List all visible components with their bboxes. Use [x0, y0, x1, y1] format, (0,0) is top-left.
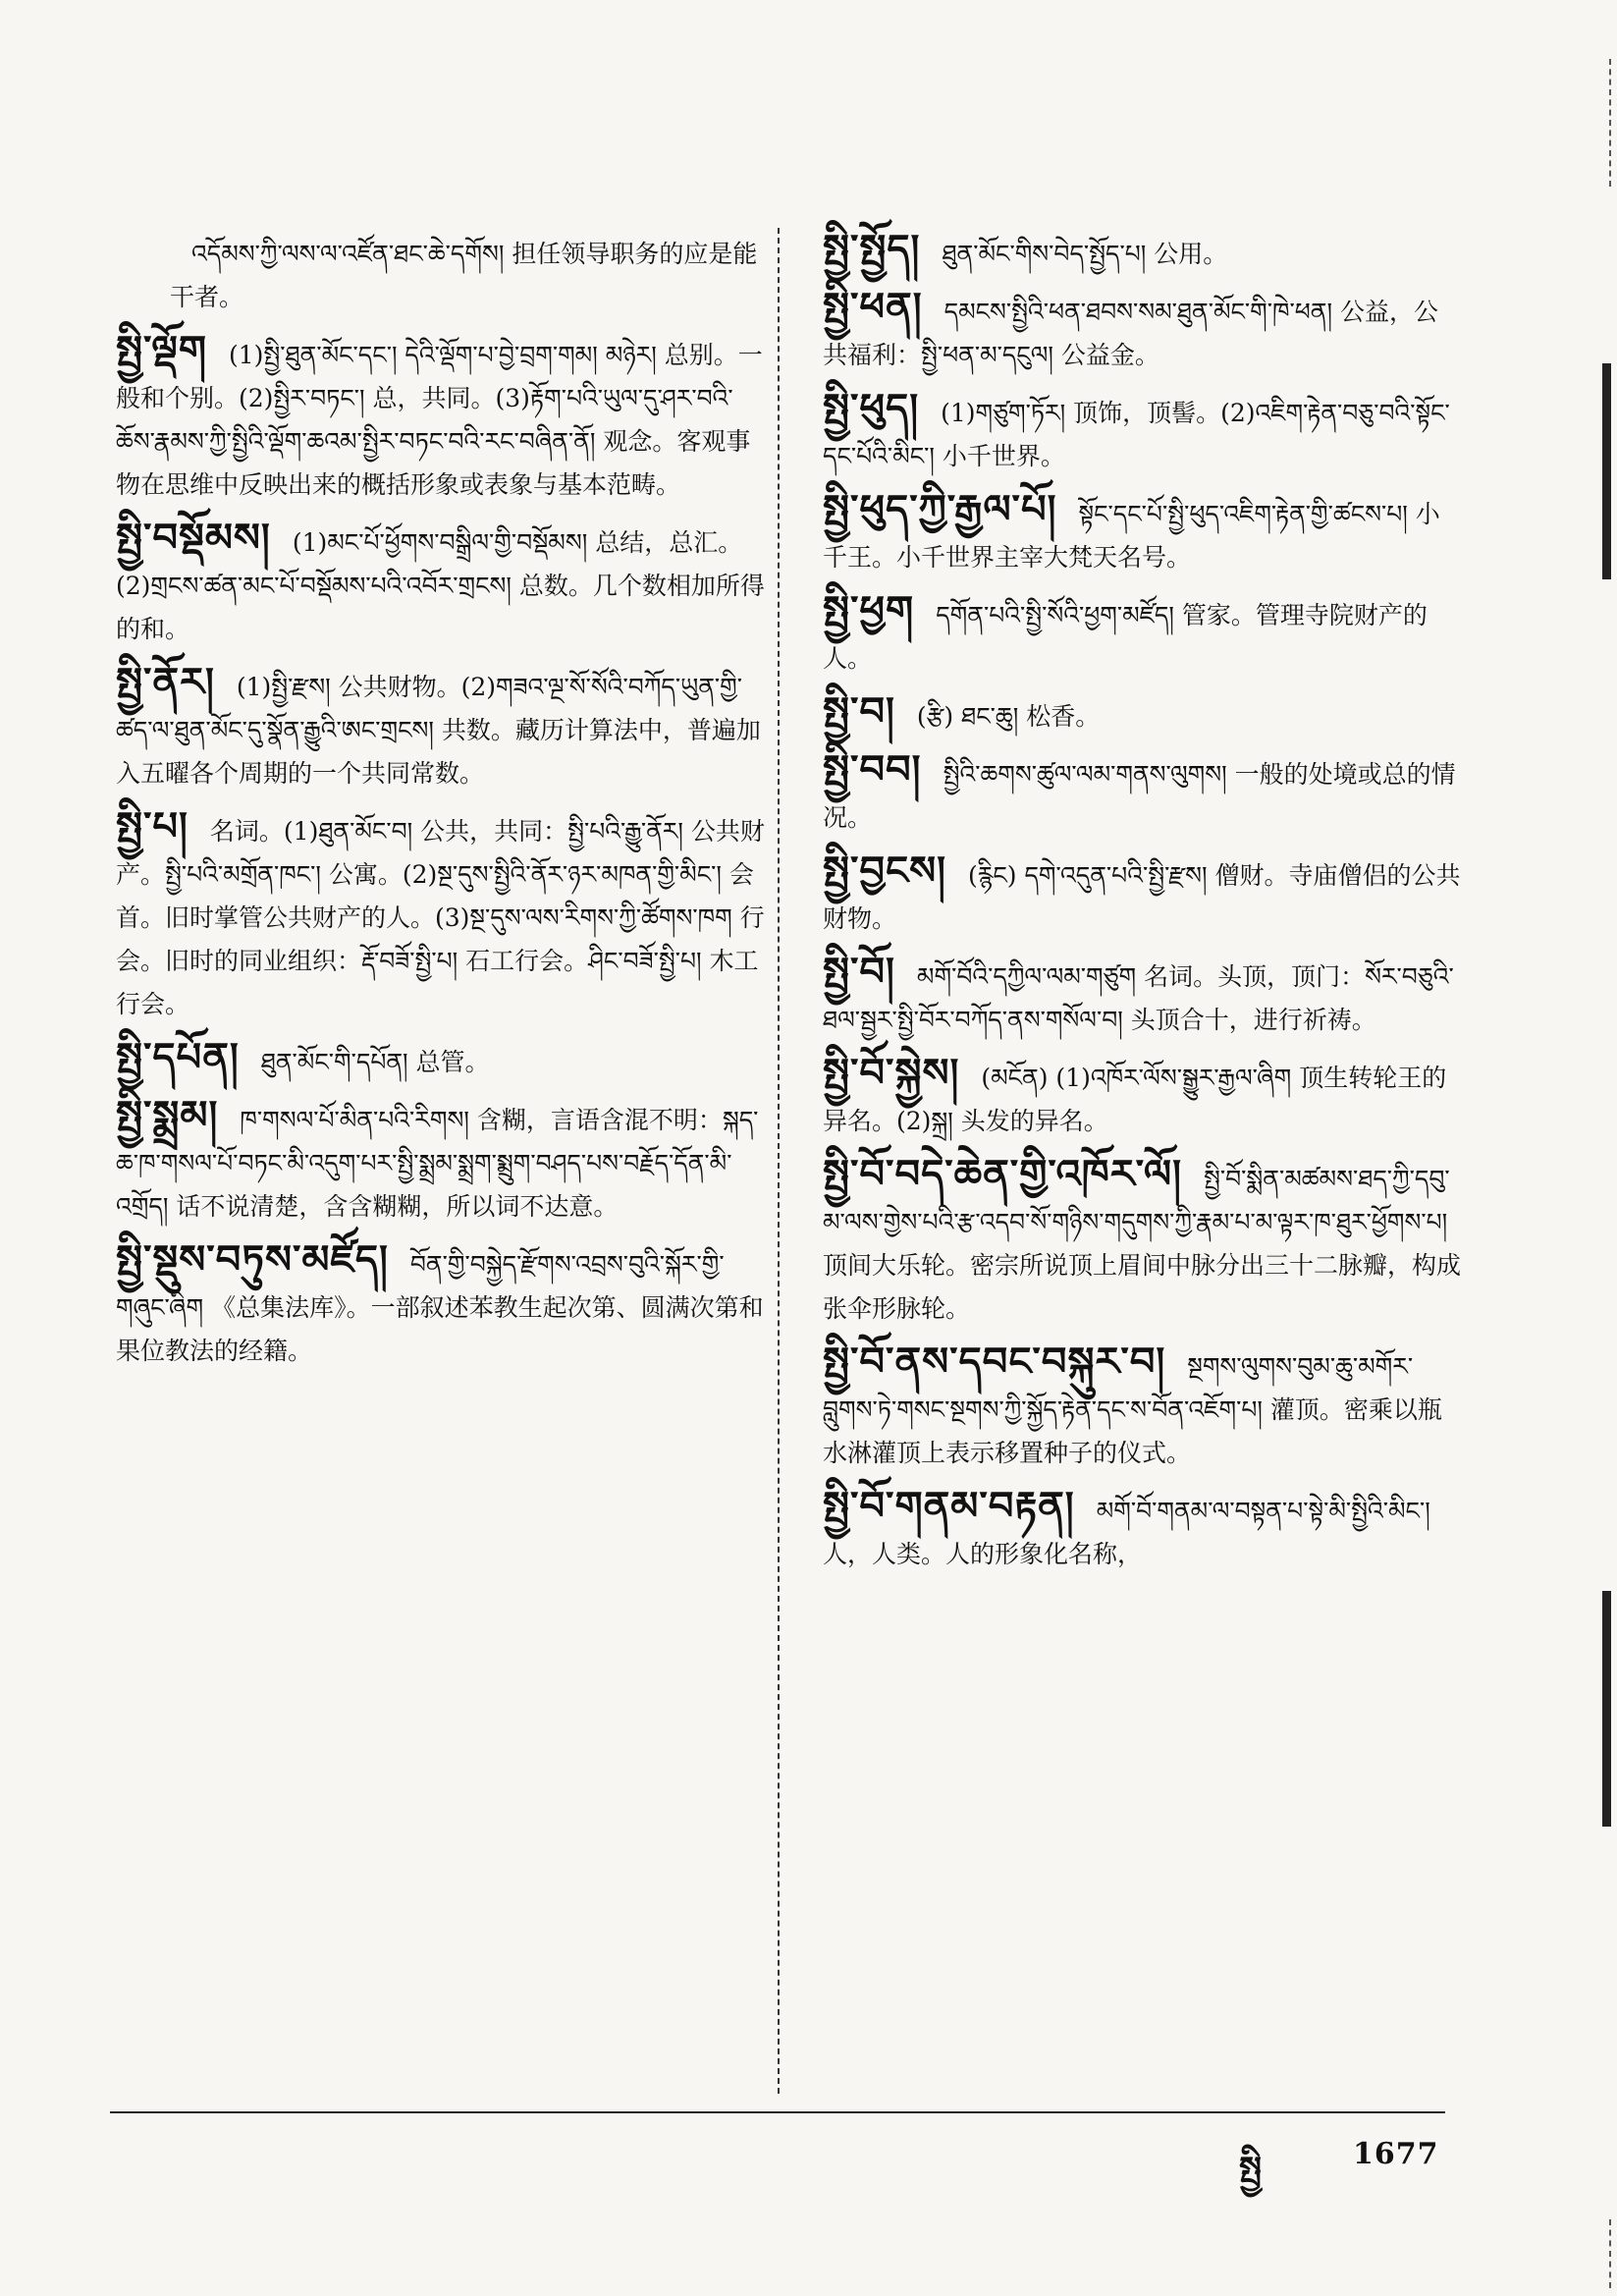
- dictionary-entry: [116, 517, 769, 651]
- dictionary-entry: [823, 849, 1461, 941]
- dictionary-entry: [823, 589, 1461, 681]
- entry-headword: སྤྱི་དཔོན།: [116, 1035, 240, 1080]
- dictionary-entry: [116, 1036, 769, 1084]
- entry-definition: སྤྱི་བོ་སྨིན་མཚམས་ཐད་ཀྱི་དབུ་མ་ལས་གྱེས་པའི་རྩ་འདབ་སོ་གཉིས་གདུགས་ཀྱི་རྣམ་པ་མ་ལྟར་ཁ་ཐུར་ཕྱོགས་པ། 顶间大乐轮。密宗所说顶上眉间中脉分出三十二脉瓣，构成张伞形脉轮。: [823, 1165, 1462, 1323]
- entry-definition: སྟོང་དང་པོ་སྤྱི་ཕུད་འཇིག་རྟེན་གྱི་ཚངས་པ། 小千王。小千世界主宰大梵天名号。: [823, 500, 1440, 572]
- entry-definition: དགོན་པའི་སྤྱི་སོའི་ཕྱག་མཛོད། 管家。管理寺院财产的人。: [823, 601, 1428, 673]
- entry-headword: སྤྱི་ཕུད་ཀྱི་རྒྱལ་པོ།: [823, 487, 1057, 532]
- entry-definition: (རྙིང) དགེ་འདུན་པའི་སྤྱི་རྫས། 僧财。寺庙僧侣的公共财物。: [823, 861, 1461, 933]
- scan-edge-mark: [1592, 1591, 1611, 1827]
- entry-definition: (1)སྤྱི་ཐུན་མོང་དང་། དེའི་ལྡོག་པ་བྱེ་བྲག་གམ། མཉེར། 总别。一般和个别。(2)སྤྱིར་བཏང་། 总，共同。(3)རྟོག་པའི་ཡུལ་དུ་ཤར་བའི་ཆོས་རྣམས་ཀྱི་སྤྱིའི་ལྡོག་ཆའམ་སྤྱིར་བཏང་བའི་རང་བཞིན་ནོ། 观念。客观事物在思维中反映出来的概括形象或表象与基本范畴。: [116, 341, 763, 499]
- entry-headword: སྤྱི་བསྡོམས།: [116, 516, 271, 561]
- entry-definition: 名词。(1)ཐུན་མོང་བ། 公共，共同：སྤྱི་པའི་རྒྱུ་ནོར། 公共财产。སྤྱི་པའི་མགྲོན་ཁང་། 公寓。(2)སྔ་དུས་སྤྱིའི་ནོར་ཉར་མཁན་གྱི་མིང་། 会首。旧时掌管公共财产的人。(3)སྔ་དུས་ལས་རིགས་ཀྱི་ཚོགས་ཁག 行会。旧时的同业组织：རྡོ་བཟོ་སྤྱི་པ། 石工行会。ཤིང་བཟོ་སྤྱི་པ། 木工行会。: [116, 817, 765, 1018]
- entry-definition: དམངས་སྤྱིའི་ཕན་ཐབས་སམ་ཐུན་མོང་གི་ཁེ་ཕན། 公益，公共福利：སྤྱི་ཕན་མ་དངུལ། 公益金。: [823, 298, 1438, 369]
- entry-definition: སྔགས་ལུགས་བུམ་ཆུ་མགོར་བླུགས་ཏེ་གསང་སྔགས་ཀྱི་སྐྱོད་རྟེན་དང་ས་བོན་འཇོག་པ། 灌顶。密乘以瓶水淋灌顶上表示移置种子的仪式。: [823, 1352, 1442, 1467]
- entry-headword: སྤྱི་བོ་ནས་དབང་བསྐུར་བ།: [823, 1339, 1166, 1385]
- entry-headword: སྤྱི་བོ་གནམ་བརྟན།: [823, 1484, 1075, 1529]
- entry-headword: སྤྱི་སྤྱོད།: [823, 227, 921, 272]
- right-column: [823, 228, 1461, 1586]
- entry-headword: སྤྱི་ཕུད།: [823, 386, 920, 431]
- entry-headword: སྤྱི་བྱངས།: [823, 848, 946, 894]
- entry-definition: (1)མང་པོ་ཕྱོགས་བསྒྲིལ་གྱི་བསྡོམས། 总结，总汇。(2)གྲངས་ཚན་མང་པོ་བསྡོམས་པའི་འབོར་གྲངས། 总数。几个数相加所得的和。: [116, 528, 765, 643]
- entry-definition: (མངོན) (1)འཁོར་ལོས་སྒྱུར་རྒྱལ་ཞིག 顶生转轮王的异名。(2)སྐྲ། 头发的异名。: [823, 1064, 1447, 1135]
- scan-edge-mark: [1599, 59, 1611, 187]
- running-head: སྤྱི: [1239, 2150, 1262, 2189]
- entry-definition: (རྩི) ཐང་ཆུ། 松香。: [916, 702, 1101, 731]
- dictionary-entry: [823, 1052, 1461, 1143]
- entry-headword: སྤྱི་བོ་སྐྱེས།: [823, 1051, 960, 1096]
- dictionary-entry: [116, 1094, 769, 1229]
- entry-headword: སྤྱི་ཕན།: [823, 285, 923, 330]
- dictionary-entry: [116, 329, 769, 507]
- entry-headword: སྤྱི་བབ།: [823, 747, 922, 793]
- column-divider: [778, 228, 780, 2094]
- entry-headword: སྤྱི་ཕྱག: [823, 588, 915, 633]
- dictionary-entry: [823, 228, 1461, 276]
- entry-definition: སྤྱིའི་ཆགས་ཚུལ་ལམ་གནས་ལུགས། 一般的处境或总的情况。: [823, 760, 1456, 832]
- entry-definition: ཐུན་མོང་གི་དཔོན། 总管。: [260, 1048, 490, 1076]
- entry-headword: སྤྱི་བོ།: [823, 950, 895, 995]
- dictionary-entry: [823, 951, 1461, 1042]
- page-number: 1677: [1353, 2137, 1439, 2171]
- dictionary-entry: [823, 748, 1461, 840]
- entry-headword: སྤྱི་བ།: [823, 689, 895, 735]
- entry-headword: སྤྱི་པ།: [116, 804, 189, 849]
- dictionary-entry: [116, 661, 769, 795]
- entry-headword: སྤྱི་སྡུས་བཏུས་མཛོད།: [116, 1237, 389, 1283]
- entry-definition: ཐུན་མོང་གིས་བེད་སྤྱོད་པ། 公用。: [942, 240, 1228, 268]
- entry-definition: མགོ་བོ་གནམ་ལ་བསྟན་པ་སྟེ་མི་སྤྱིའི་མིང་། 人，人类。人的形象化名称，: [823, 1497, 1430, 1568]
- dictionary-entry: [823, 1485, 1461, 1576]
- entry-definition: བོན་གྱི་བསྐྱེད་རྫོགས་འབྲས་བུའི་སྐོར་གྱི་གཞུང་ཞིག 《总集法库》。一部叙述苯教生起次第、圆满次第和果位教法的经籍。: [116, 1250, 764, 1365]
- dictionary-entry: [823, 387, 1461, 478]
- dictionary-entry: [823, 286, 1461, 377]
- entry-headword: སྤྱི་ལྡོག: [116, 328, 207, 373]
- entry-definition: (1)སྤྱི་རྫས། 公共财物。(2)གཟའ་ལྔ་སོ་སོའི་བཀོད་ཡུན་གྱི་ཚད་ལ་ཐུན་མོང་དུ་སྣོན་རྒྱུའི་ཨང་གྲངས། 共数。藏历计算法中，普遍加入五曜各个周期的一个共同常数。: [116, 673, 761, 788]
- entry-definition: མགོ་བོའི་དཀྱིལ་ལམ་གཙུག 名词。头顶，顶门：སོར་བཅུའི་ཐལ་སྦྱར་སྤྱི་བོར་བཀོད་ནས་གསོལ་བ། 头顶合十，进行祈祷。: [823, 962, 1454, 1034]
- scan-edge-mark: [1592, 363, 1611, 579]
- dictionary-entry: [823, 1340, 1461, 1475]
- dictionary-entry: [823, 1153, 1461, 1331]
- footer-rule: [110, 2111, 1445, 2113]
- entry-definition: (1)གཙུག་ཏོར། 顶饰，顶髻。(2)འཇིག་རྟེན་བཅུ་བའི་སྟོང་དང་པོའི་མིང་། 小千世界。: [823, 399, 1450, 470]
- entry-headword: སྤྱི་སྨྲམ།: [116, 1093, 219, 1138]
- entry-definition: ཁ་གསལ་པོ་མིན་པའི་རིགས། 含糊，言语含混不明：སྐད་ཆ་ཁ་གསལ་པོ་བཏང་མི་འདུག་པར་སྤྱི་སྨྲམ་སྨྲག་སྨྲུག་བཤད་པས་བརྗོད་དོན་མི་འགྲོད། 话不说清楚，含含糊糊，所以词不达意。: [116, 1106, 759, 1221]
- dictionary-entry: [116, 805, 769, 1026]
- scan-edge-mark: [1599, 2219, 1611, 2288]
- left-column: [116, 228, 769, 1383]
- entry-headword: སྤྱི་ནོར།: [116, 660, 215, 705]
- dictionary-entry: [823, 488, 1461, 579]
- dictionary-entry: [823, 690, 1461, 738]
- dictionary-entry: [116, 1238, 769, 1373]
- dictionary-entry: [116, 228, 769, 319]
- entry-definition: འདོམས་ཀྱི་ལས་ལ་འཛོན་ཐང་ཆེ་དགོས། 担任领导职务的应是能干者。: [170, 240, 758, 311]
- entry-headword: སྤྱི་བོ་བདེ་ཆེན་གྱི་འཁོར་ལོ།: [823, 1152, 1182, 1197]
